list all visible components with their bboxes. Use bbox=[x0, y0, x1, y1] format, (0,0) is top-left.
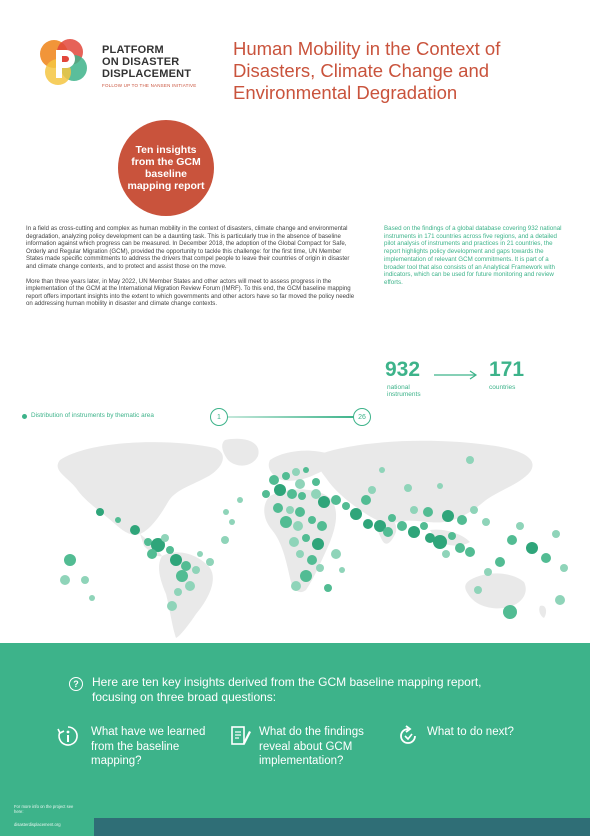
intro-paragraph-2: More than three years later, in May 2022, UN Member States and other actors will meet to assess progress in the implementation of the GCM at the International Migration Review Forum (IMRF). To this end, the GCM baseline mapping report offers important insights into the extent to which governments and other actors have so far moved the policy needle on addressing human mobility in disaster and climate change contexts. bbox=[26, 277, 355, 308]
country-dot bbox=[317, 521, 327, 531]
country-dot bbox=[296, 550, 304, 558]
logo-text bbox=[102, 44, 212, 88]
country-dot bbox=[96, 508, 104, 516]
country-dot bbox=[197, 551, 203, 557]
country-dot bbox=[115, 517, 121, 523]
country-dot bbox=[64, 554, 76, 566]
country-dot bbox=[318, 496, 330, 508]
country-dot bbox=[166, 546, 174, 554]
document-pencil-icon bbox=[229, 725, 251, 747]
country-dot bbox=[410, 506, 418, 514]
country-dot bbox=[474, 586, 482, 594]
country-dot bbox=[433, 535, 447, 549]
country-dot bbox=[287, 489, 297, 499]
logo-line-3: DISPLACEMENT bbox=[102, 68, 192, 80]
country-dot bbox=[269, 475, 279, 485]
country-dot bbox=[282, 472, 290, 480]
country-dot bbox=[331, 495, 341, 505]
footer-band bbox=[94, 818, 590, 836]
question-3: What to do next? bbox=[427, 726, 514, 738]
country-dot bbox=[495, 557, 505, 567]
country-dot bbox=[298, 492, 306, 500]
distribution-max: 26 bbox=[353, 408, 371, 426]
country-dot bbox=[89, 595, 95, 601]
country-dot bbox=[302, 534, 310, 542]
country-dot bbox=[291, 581, 301, 591]
country-dot bbox=[526, 542, 538, 554]
country-dot bbox=[465, 547, 475, 557]
country-dot bbox=[161, 534, 169, 542]
country-dot bbox=[144, 538, 152, 546]
project-link[interactable]: disasterdisplacement.org bbox=[14, 822, 61, 827]
country-dot bbox=[363, 519, 373, 529]
country-dot bbox=[273, 503, 283, 513]
continents bbox=[58, 439, 546, 638]
country-dot bbox=[280, 516, 292, 528]
instruments-label-2: instruments bbox=[387, 391, 421, 398]
country-dot bbox=[185, 581, 195, 591]
intro-left-column bbox=[26, 225, 356, 315]
country-dot bbox=[560, 564, 568, 572]
country-dot bbox=[455, 543, 465, 553]
country-dot bbox=[552, 530, 560, 538]
country-dot bbox=[295, 507, 305, 517]
more-info-text: For more info on the project see here: bbox=[14, 804, 74, 814]
distribution-min: 1 bbox=[210, 408, 228, 426]
country-dot bbox=[368, 486, 376, 494]
country-dot bbox=[516, 522, 524, 530]
country-dot bbox=[174, 588, 182, 596]
country-dot bbox=[442, 550, 450, 558]
logo-line-2: ON DISASTER bbox=[102, 56, 180, 68]
country-dot bbox=[541, 553, 551, 563]
country-dot bbox=[221, 536, 229, 544]
country-dot bbox=[312, 538, 324, 550]
country-dot bbox=[293, 521, 303, 531]
country-dot bbox=[324, 584, 332, 592]
info-cycle-icon bbox=[57, 725, 79, 747]
country-dot bbox=[312, 478, 320, 486]
world-map bbox=[0, 430, 590, 640]
country-dot bbox=[350, 508, 362, 520]
country-dot bbox=[503, 605, 517, 619]
logo-line-1: PLATFORM bbox=[102, 44, 164, 56]
countries-label: countries bbox=[489, 384, 516, 391]
country-dot bbox=[379, 467, 385, 473]
country-dot bbox=[437, 483, 443, 489]
country-dot bbox=[404, 484, 412, 492]
country-dot bbox=[311, 489, 321, 499]
distribution-label: Distribution of instruments by thematic area bbox=[31, 412, 154, 419]
country-dot bbox=[408, 526, 420, 538]
logo-tagline: FOLLOW UP TO THE NANSEN INITIATIVE bbox=[102, 83, 197, 88]
country-dot bbox=[274, 484, 286, 496]
country-dot bbox=[170, 554, 182, 566]
country-dot bbox=[130, 525, 140, 535]
country-dot bbox=[81, 576, 89, 584]
country-dot bbox=[206, 558, 214, 566]
distribution-legend bbox=[22, 408, 366, 426]
distribution-gradient-bar bbox=[217, 416, 357, 418]
country-dot bbox=[303, 467, 309, 473]
question-1: What have we learned from the baseline mapping? bbox=[91, 726, 206, 767]
country-dot bbox=[229, 519, 235, 525]
country-dot bbox=[308, 516, 316, 524]
country-dot bbox=[176, 570, 188, 582]
country-dot bbox=[466, 456, 474, 464]
country-dot bbox=[316, 564, 324, 572]
question-icon: ? bbox=[69, 677, 83, 691]
country-dot bbox=[484, 568, 492, 576]
country-dot bbox=[442, 510, 454, 522]
country-dot bbox=[300, 570, 312, 582]
forward-arrow-icon bbox=[397, 725, 419, 747]
country-dot bbox=[181, 561, 191, 571]
arrow-right-icon bbox=[434, 370, 479, 380]
country-dot bbox=[388, 514, 396, 522]
country-dot bbox=[292, 468, 300, 476]
country-dot bbox=[307, 555, 317, 565]
page-title: Human Mobility in the Context of Disasters, Climate Change and Environmental Degradation bbox=[233, 38, 501, 103]
bullet-dot-icon bbox=[22, 414, 27, 419]
question-2: What do the findings reveal about GCM implementation? bbox=[259, 726, 364, 767]
instruments-label-1: national bbox=[387, 384, 410, 391]
country-dot bbox=[397, 521, 407, 531]
country-dot bbox=[555, 595, 565, 605]
countries-count: 171 bbox=[489, 358, 525, 381]
country-dot bbox=[60, 575, 70, 585]
country-dot bbox=[339, 567, 345, 573]
country-dot bbox=[167, 601, 177, 611]
instruments-count: 932 bbox=[385, 358, 421, 381]
country-dot bbox=[237, 497, 243, 503]
country-dot bbox=[331, 549, 341, 559]
pdd-logo-icon bbox=[34, 32, 94, 92]
country-dot bbox=[383, 527, 393, 537]
country-dot bbox=[295, 479, 305, 489]
footer-heading: Here are ten key insights derived from the GCM baseline mapping report, focusing on three broad questions: bbox=[92, 675, 482, 704]
country-dot bbox=[423, 507, 433, 517]
badge-text: Ten insights from the GCM baseline mapping report bbox=[127, 144, 205, 192]
country-dot bbox=[470, 506, 478, 514]
intro-paragraph-1: In a field as cross-cutting and complex as human mobility in the context of disasters, climate change and environmental degradation, analyzing policy development can be a daunting task. This is particularly true in the absence of baseline information against which progress can be measured. In December 2018, the adoption of the Global Compact for Safe, Orderly and Regular Migration (GCM), provided the opportunity to tackle this challenge: for the first time, UN Member States made specific commitments to address the drivers that compel people to leave their countries of origin in disaster and climate change contexts, and to protect and assist those on the move. bbox=[26, 225, 350, 270]
country-dot bbox=[286, 506, 294, 514]
insights-badge bbox=[118, 120, 214, 216]
country-dot bbox=[289, 537, 299, 547]
country-dot bbox=[507, 535, 517, 545]
country-dot bbox=[342, 502, 350, 510]
country-dot bbox=[361, 495, 371, 505]
country-dot bbox=[262, 490, 270, 498]
country-dot bbox=[147, 549, 157, 559]
country-dot bbox=[192, 566, 200, 574]
country-dot bbox=[482, 518, 490, 526]
stats-block bbox=[385, 358, 565, 403]
country-dot bbox=[223, 509, 229, 515]
country-dot bbox=[448, 532, 456, 540]
country-dot bbox=[457, 515, 467, 525]
country-dot bbox=[420, 522, 428, 530]
intro-right-column: Based on the findings of a global database covering 932 national instruments in 171 countries across five regions, and a detailed pilot analysis of instruments and practices in 21 countries, the report highlights policy development and gaps towards the implementation of relevant GCM commitments. It is part of a broader tool that also consists of an Analytical Framework with indicators, which can be used for future monitoring and review efforts. bbox=[384, 225, 562, 286]
